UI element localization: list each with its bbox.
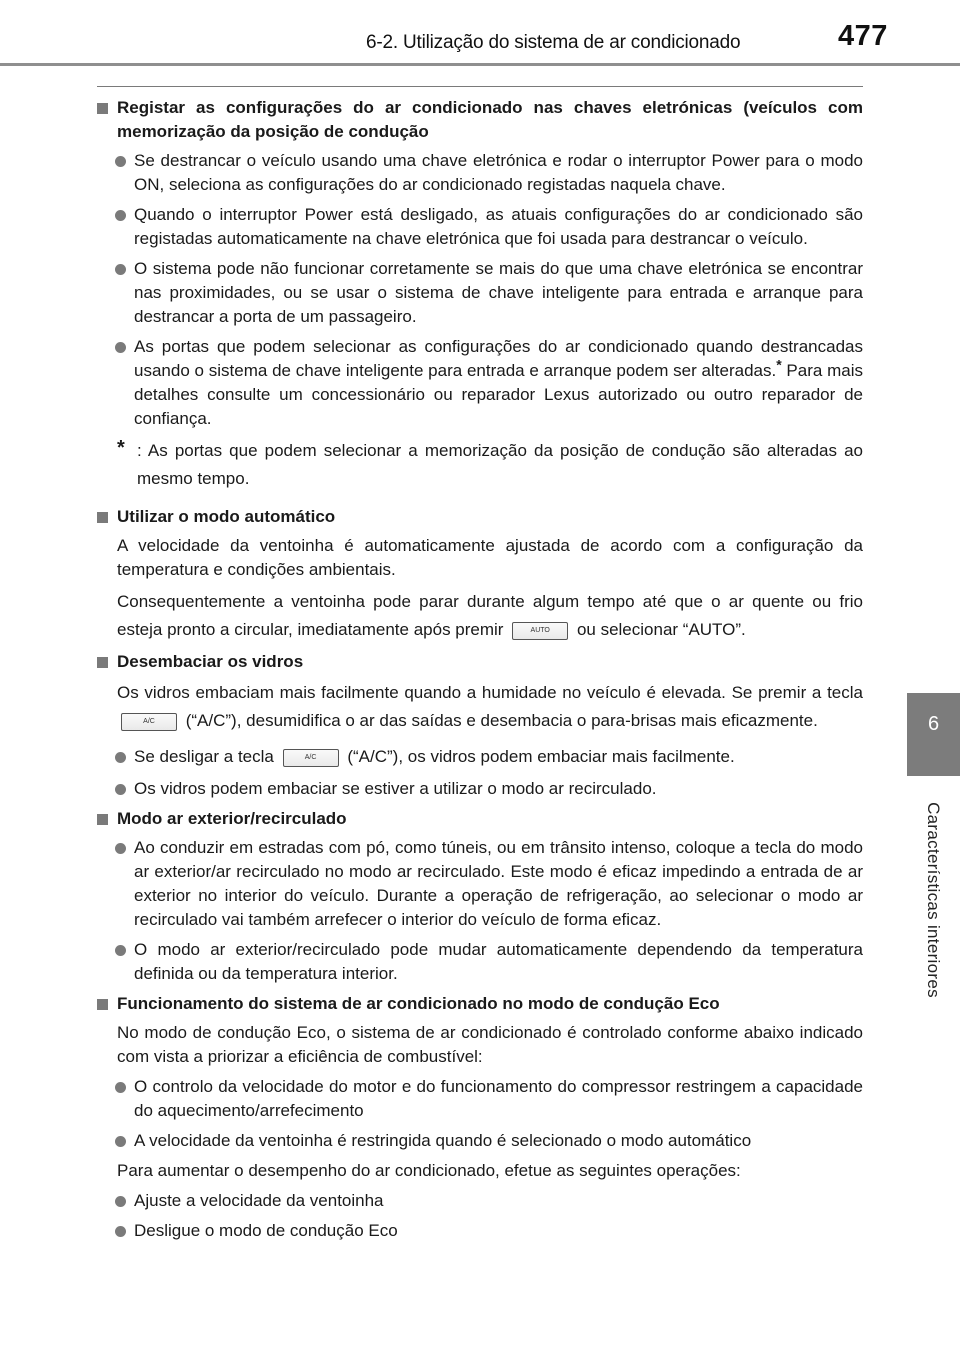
bullet-item: Se desligar a tecla A/C (“A/C”), os vidros podem embaciar mais facilmente.	[97, 745, 863, 769]
footnote-star: *	[117, 437, 125, 459]
square-bullet-icon	[97, 999, 108, 1010]
round-bullet-icon	[115, 784, 126, 795]
paragraph: Para aumentar o desempenho do ar condicionado, efetue as seguintes operações:	[117, 1161, 741, 1180]
round-bullet-icon	[115, 1082, 126, 1093]
bullet-item: Se destrancar o veículo usando uma chave eletrónica e rodar o interruptor Power para o modo ON, seleciona as configurações do ar condicionado registadas naquela chave.	[97, 149, 863, 197]
section-heading: Desembaciar os vidros	[97, 650, 863, 674]
paragraph: A velocidade da ventoinha é automaticamente ajustada de acordo com a configuração da temperatura e condições ambientais.	[117, 536, 863, 579]
bullet-item: Desligue o modo de condução Eco	[97, 1219, 863, 1243]
chapter-number: 6	[927, 713, 940, 735]
section-title: 6-2. Utilização do sistema de ar condicionado	[366, 32, 741, 53]
page-header	[0, 0, 960, 64]
square-bullet-icon	[97, 512, 108, 523]
bullet-item: Ajuste a velocidade da ventoinha	[97, 1189, 863, 1213]
bullet-item: A velocidade da ventoinha é restringida quando é selecionado o modo automático	[97, 1129, 863, 1153]
section-defog	[97, 650, 863, 801]
section-eco-mode	[97, 992, 863, 1243]
section-heading: Funcionamento do sistema de ar condicionado no modo de condução Eco	[97, 992, 863, 1016]
bullet-item: O modo ar exterior/recirculado pode mudar automaticamente dependendo da temperatura definida ou da temperatura interior.	[97, 938, 863, 986]
ac-button-icon: A/C	[121, 713, 177, 731]
page-number: 477	[838, 20, 888, 52]
bullet-item: O sistema pode não funcionar corretamente se mais do que uma chave eletrónica se encontrar nas proximidades, ou se usar o sistema de chave inteligente para entrada e arranque para destrancar a porta de um passageiro.	[97, 257, 863, 329]
round-bullet-icon	[115, 156, 126, 167]
section-heading: Registar as configurações do ar condicionado nas chaves eletrónicas (veículos com memorização da posição de condução	[97, 96, 863, 144]
content-divider	[97, 86, 863, 87]
paragraph: Os vidros embaciam mais facilmente quando a humidade no veículo é elevada. Se premir a tecla A/C (“A/C”), desumidifica o ar das saídas e desembacia o para-brisas mais eficazmente.	[117, 683, 863, 730]
paragraph: No modo de condução Eco, o sistema de ar condicionado é controlado conforme abaixo indicado com vista a priorizar a eficiência de combustível:	[117, 1023, 863, 1066]
chapter-tab[interactable]	[907, 693, 960, 776]
round-bullet-icon	[115, 945, 126, 956]
bullet-item: Ao conduzir em estradas com pó, como túneis, ou em trânsito intenso, coloque a tecla do modo ar exterior/ar recirculado no modo ar recirculado. Este modo é eficaz impedindo a entrada de ar exterior no interior do veículo. Durante a operação de refrigeração, ao selecionar o modo ar recirculado vai também arrefecer o interior do veículo de forma eficaz.	[97, 836, 863, 932]
chapter-label: Características interiores	[924, 802, 943, 998]
bullet-item: O controlo da velocidade do motor e do funcionamento do compressor restringem a capacidade do aquecimento/arrefecimento	[97, 1075, 863, 1123]
section-memory-settings	[97, 96, 863, 493]
square-bullet-icon	[97, 103, 108, 114]
footnote: * : As portas que podem selecionar a memorização da posição de condução são alteradas ao mesmo tempo.	[97, 437, 863, 493]
round-bullet-icon	[115, 342, 126, 353]
round-bullet-icon	[115, 1136, 126, 1147]
square-bullet-icon	[97, 657, 108, 668]
section-heading: Modo ar exterior/recirculado	[97, 807, 863, 831]
round-bullet-icon	[115, 752, 126, 763]
round-bullet-icon	[115, 843, 126, 854]
square-bullet-icon	[97, 814, 108, 825]
round-bullet-icon	[115, 1226, 126, 1237]
page-content	[97, 96, 863, 1249]
bullet-item: Quando o interruptor Power está desligado, as atuais configurações do ar condicionado são registadas automaticamente na chave eletrónica que foi usada para destrancar o veículo.	[97, 203, 863, 251]
section-air-intake	[97, 807, 863, 986]
bullet-item: Os vidros podem embaciar se estiver a utilizar o modo ar recirculado.	[97, 777, 863, 801]
bullet-item: As portas que podem selecionar as configurações do ar condicionado quando destrancadas usando o sistema de chave inteligente para entrada e arranque podem ser alteradas.* Para mais detalhes consulte um concessionário ou reparador Lexus autorizado ou outro reparador de confiança.	[97, 335, 863, 431]
auto-button-icon: AUTO	[512, 622, 568, 640]
footnote-marker: *	[776, 356, 782, 373]
section-heading: Utilizar o modo automático	[97, 505, 863, 529]
header-divider	[0, 63, 960, 66]
round-bullet-icon	[115, 264, 126, 275]
ac-button-icon: A/C	[283, 749, 339, 767]
round-bullet-icon	[115, 210, 126, 221]
round-bullet-icon	[115, 1196, 126, 1207]
paragraph: Consequentemente a ventoinha pode parar durante algum tempo até que o ar quente ou frio esteja pronto a circular, imediatamente após premir AUTO ou selecionar “AUTO”.	[117, 592, 863, 639]
section-auto-mode	[97, 505, 863, 644]
